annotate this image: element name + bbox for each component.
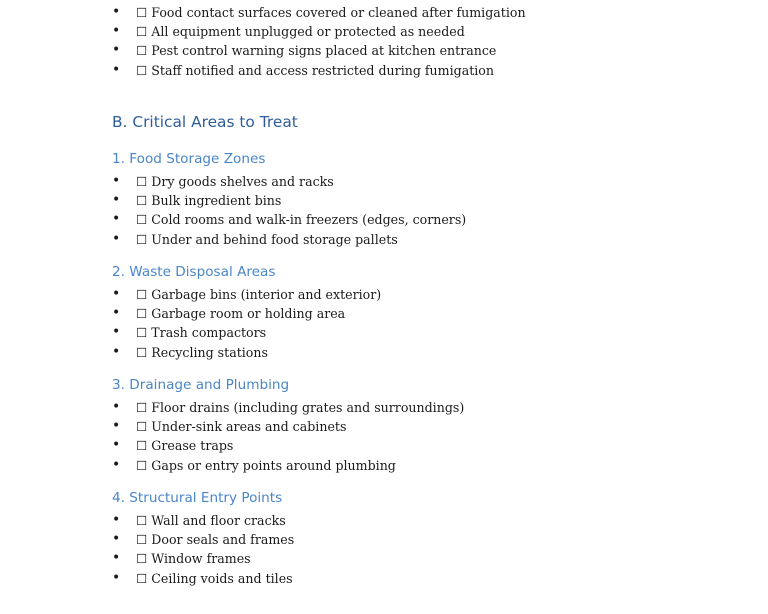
section-heading: B. Critical Areas to Treat bbox=[112, 113, 298, 131]
bullet-icon: • bbox=[112, 437, 121, 454]
bullet-icon: • bbox=[112, 230, 121, 247]
bullet-icon: • bbox=[112, 343, 121, 360]
bullet-icon: • bbox=[112, 456, 121, 473]
bullet-icon: • bbox=[112, 418, 121, 435]
bullet-icon: • bbox=[112, 569, 121, 586]
bullet-icon: • bbox=[112, 61, 121, 78]
bullet-icon: • bbox=[112, 173, 121, 189]
bullet-icon: • bbox=[112, 23, 121, 40]
bullet-icon: • bbox=[112, 512, 121, 528]
subsection-heading: 3. Drainage and Plumbing bbox=[112, 377, 290, 393]
bullet-icon: • bbox=[112, 211, 121, 228]
bullet-icon: • bbox=[112, 192, 121, 209]
bullet-icon: • bbox=[112, 286, 121, 302]
bullet-icon: • bbox=[112, 305, 121, 322]
subsection-heading: 4. Structural Entry Points bbox=[112, 490, 283, 506]
bullet-icon: • bbox=[112, 4, 121, 20]
bullet-icon: • bbox=[112, 399, 121, 415]
bullet-icon: • bbox=[112, 42, 121, 59]
subsection-heading: 1. Food Storage Zones bbox=[112, 151, 266, 167]
document-page: • ☐ Food contact surfaces covered or cleaned after fumigation • ☐ All equipment unplugged or protected as needed • ☐ Pest control warning signs placed at kitchen entrance • ☐ Staff notified and access restricted during fumigation B. Critical Areas to Treat 1. Food Storage Zones • ☐ Dry goods shelves and racks • ☐ Bulk ingredient bins • ☐ Cold rooms and walk-in freezers (edges, corners) • ☐ Under and behind food storage pallets 2. Waste Disposal Areas • ☐ Garbage bins (interior and exterior) • ☐ Garbage room or holding area • ☐ Trash compactors • ☐ Recycling stations 3. Drainage and Plumbing • ☐ Floor drains (including grates and surroundings) • ☐ Under-sink areas and cabinets • ☐ Grease traps • ☐ Gaps or entry points around plumbing 4. Structural Entry Points • ☐ Wall and floor cracks • ☐ Door seals and frames • ☐ Window frames • ☐ Ceiling voids and tiles bbox=[0, 0, 768, 614]
bullet-icon: • bbox=[112, 550, 121, 567]
bullet-icon: • bbox=[112, 531, 121, 548]
subsection-heading: 2. Waste Disposal Areas bbox=[112, 264, 276, 280]
bullet-icon: • bbox=[112, 324, 121, 341]
